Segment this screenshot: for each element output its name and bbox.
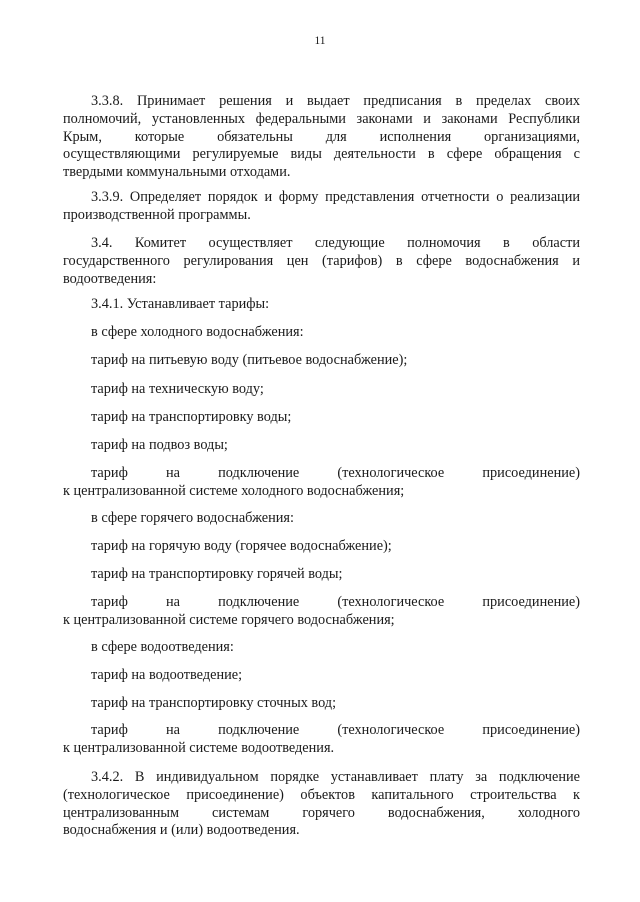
text-line: тариф на подвоз воды; bbox=[91, 437, 228, 453]
text-line: твердыми коммунальными отходами. bbox=[63, 164, 291, 181]
paragraph-3-3-9 bbox=[63, 189, 580, 225]
text-line: тариф на транспортировку воды; bbox=[91, 409, 292, 425]
text-line: 3.4.1. Устанавливает тарифы: bbox=[91, 296, 270, 312]
list-item bbox=[63, 566, 580, 584]
text-line: 3.4.2. В индивидуальном порядке устанавливает плату за подключение bbox=[91, 769, 580, 785]
text-line: водоотведения: bbox=[63, 270, 157, 287]
text-line: Крым, которые обязательны для исполнения организациями, bbox=[63, 128, 580, 145]
list-item bbox=[63, 722, 580, 758]
text-line: к централизованной системе водоотведения. bbox=[63, 739, 335, 756]
text-line: тариф на подключение (технологическое присоединение) bbox=[91, 722, 580, 738]
text-line: 3.3.8. Принимает решения и выдает предписания в пределах своих bbox=[91, 93, 580, 109]
text-line: тариф на питьевую воду (питьевое водоснабжение); bbox=[91, 352, 408, 368]
text-line: в сфере горячего водоснабжения: bbox=[91, 510, 294, 526]
text-line: тариф на водоотведение; bbox=[91, 667, 243, 683]
text-line: 3.3.9. Определяет порядок и форму представления отчетности о реализации bbox=[91, 189, 580, 205]
paragraph-3-3-8 bbox=[63, 93, 580, 182]
text-line: централизованным системам горячего водоснабжения, холодного bbox=[63, 804, 580, 821]
page-number: 11 bbox=[314, 35, 326, 47]
text-line: тариф на горячую воду (горячее водоснабжение); bbox=[91, 538, 392, 554]
text-line: (технологическое присоединение) объектов капитального строительства к bbox=[63, 786, 580, 803]
text-line: осуществляющими регулируемые виды деятельности в сфере обращения с bbox=[63, 146, 580, 163]
text-line: в сфере холодного водоснабжения: bbox=[91, 324, 304, 340]
list-item bbox=[63, 667, 580, 685]
text-line: водоснабжения и (или) водоотведения. bbox=[63, 822, 300, 839]
text-line: тариф на техническую воду; bbox=[91, 381, 264, 397]
wastewater-heading bbox=[63, 639, 580, 657]
list-item bbox=[63, 695, 580, 713]
text-line: тариф на транспортировку горячей воды; bbox=[91, 566, 343, 582]
paragraph-3-4 bbox=[63, 235, 580, 288]
text-line: в сфере водоотведения: bbox=[91, 639, 234, 655]
text-line: 3.4. Комитет осуществляет следующие полномочия в области bbox=[91, 235, 580, 251]
list-item bbox=[63, 437, 580, 455]
list-item bbox=[63, 594, 580, 630]
list-item bbox=[63, 465, 580, 501]
text-line: тариф на подключение (технологическое присоединение) bbox=[91, 594, 580, 610]
paragraph-3-4-1 bbox=[63, 296, 580, 314]
list-item bbox=[63, 538, 580, 556]
list-item bbox=[63, 409, 580, 427]
text-line: тариф на транспортировку сточных вод; bbox=[91, 695, 337, 711]
cold-water-heading bbox=[63, 324, 580, 342]
text-line: полномочий, установленных федеральными законами и законами Республики bbox=[63, 110, 580, 127]
paragraph-3-4-2 bbox=[63, 769, 580, 840]
list-item bbox=[63, 352, 580, 370]
text-line: государственного регулирования цен (тарифов) в сфере водоснабжения и bbox=[63, 252, 580, 269]
text-line: тариф на подключение (технологическое присоединение) bbox=[91, 465, 580, 481]
list-item bbox=[63, 381, 580, 399]
text-line: к централизованной системе холодного водоснабжения; bbox=[63, 482, 405, 499]
text-line: производственной программы. bbox=[63, 206, 251, 223]
text-line: к централизованной системе горячего водоснабжения; bbox=[63, 611, 395, 628]
hot-water-heading bbox=[63, 510, 580, 528]
